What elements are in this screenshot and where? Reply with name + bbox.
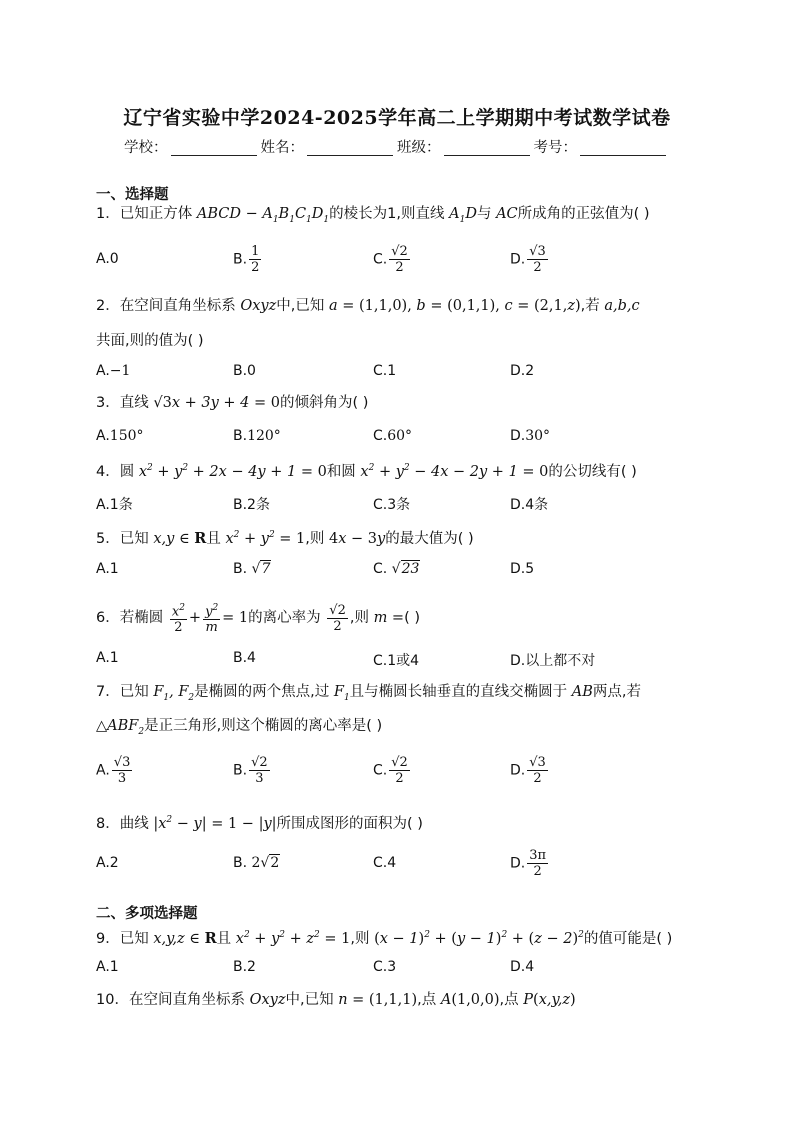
exam-no-blank	[580, 139, 666, 156]
option-label: B.	[233, 762, 248, 779]
option-c[interactable]	[373, 494, 410, 514]
math-xy-in-r: x,y ∈ R	[153, 529, 207, 547]
equals-one: = 1	[222, 610, 249, 627]
option-label: B.2	[233, 959, 256, 975]
question-text: 圆	[119, 463, 135, 480]
question-text: 在空间直角坐标系	[119, 298, 236, 314]
question-2	[96, 296, 640, 316]
plus-sign: +	[188, 610, 202, 627]
name-blank	[307, 139, 393, 156]
option-b[interactable]	[233, 244, 263, 275]
option-value: 120°	[247, 428, 281, 444]
option-c[interactable]	[373, 244, 412, 275]
option-c[interactable]	[373, 855, 396, 871]
fraction: $\frac{√2}{2}$	[391, 755, 408, 786]
option-label: A.	[96, 363, 110, 379]
sqrt: √7	[247, 561, 271, 577]
option-value: −1	[109, 363, 131, 379]
option-d[interactable]	[510, 755, 550, 786]
question-number: 4．	[96, 463, 120, 480]
fraction: $\frac{x^2}{2}$	[171, 603, 185, 636]
option-label: B.	[233, 428, 248, 444]
option-label: C.3条	[373, 497, 411, 513]
option-d[interactable]	[510, 650, 595, 670]
question-text: 且与椭圆长轴垂直的直线交椭圆于	[349, 684, 568, 700]
math-circle-2: $x^2 + y^2 - 4x - 2y + 1 = 0$	[360, 463, 549, 480]
class-blank	[444, 139, 530, 156]
question-text: ,点	[417, 992, 437, 1008]
option-label: A.	[96, 762, 110, 779]
option-a[interactable]	[96, 959, 119, 975]
question-text: 中,已知	[276, 298, 325, 314]
section-heading-single-choice: 一、选择题	[96, 187, 169, 203]
option-a[interactable]	[96, 561, 119, 577]
question-number: 9．	[96, 930, 120, 947]
option-label: C.	[373, 561, 388, 577]
math-unit-circle: $x^2 + y^2 = 1$	[225, 530, 306, 547]
option-label: D.4条	[510, 497, 549, 513]
question-text: 和圆	[326, 463, 356, 480]
option-d[interactable]	[510, 561, 534, 577]
option-d[interactable]	[510, 363, 534, 379]
school-label: 学校：	[124, 140, 168, 156]
question-text: 是椭圆的两个焦点,过	[194, 684, 330, 700]
option-a[interactable]	[96, 755, 134, 786]
math-vector-n: n = (1,1,1)	[338, 992, 418, 1008]
option-label: C.	[373, 762, 388, 779]
option-d[interactable]	[510, 244, 550, 275]
fraction: $\frac{√2}{2}$	[329, 602, 346, 634]
math-ac: AC	[496, 206, 518, 222]
question-text: ,点	[499, 992, 519, 1008]
option-label: B.	[233, 251, 248, 268]
math-unit-sphere: $x^2 + y^2 + z^2 = 1$	[235, 930, 351, 947]
question-number: 5．	[96, 530, 120, 547]
question-6	[96, 601, 420, 635]
math-line: √3x + 3y + 4 = 0	[153, 395, 280, 411]
option-d[interactable]	[510, 428, 550, 444]
question-text: ,若	[580, 298, 600, 314]
option-label: B.4	[233, 650, 256, 666]
option-label: D.以上都不对	[510, 653, 596, 669]
option-c[interactable]	[373, 561, 420, 577]
option-label: A.2	[96, 855, 119, 871]
question-text: ( )	[404, 610, 421, 627]
option-b[interactable]	[233, 561, 271, 577]
school-blank	[171, 139, 257, 156]
question-text: 且	[206, 530, 221, 547]
question-text: 的公切线有( )	[548, 463, 637, 480]
option-label: C.1	[373, 363, 397, 379]
option-label: C.	[373, 428, 388, 444]
math-point-a: A(1,0,0)	[440, 992, 500, 1008]
question-3	[96, 393, 368, 413]
option-label: A.1	[96, 650, 119, 666]
option-label: A.1条	[96, 497, 133, 513]
question-10	[96, 990, 576, 1010]
question-9	[96, 925, 672, 949]
question-text: ,则	[350, 930, 370, 947]
question-text: 已知	[119, 930, 149, 947]
option-d[interactable]	[510, 494, 548, 514]
option-label: B.2条	[233, 497, 270, 513]
option-label: D.	[510, 251, 526, 268]
option-a[interactable]	[96, 494, 133, 514]
question-number: 6．	[96, 610, 120, 627]
question-text: ,则	[305, 530, 325, 547]
math-cube: ABCD − $A_1B_1C_1D_1$	[196, 206, 330, 225]
option-label: D.	[510, 855, 526, 872]
name-label: 姓名：	[260, 140, 304, 156]
question-text: 所成角的正弦值为( )	[517, 206, 650, 222]
option-a[interactable]	[96, 428, 144, 444]
question-text: 的值可能是( )	[583, 930, 673, 947]
sqrt: 2√2	[247, 855, 280, 871]
question-text: 曲线	[119, 815, 149, 832]
question-7	[96, 682, 641, 708]
option-label: B.	[233, 561, 248, 577]
student-info-row	[124, 136, 670, 157]
question-5	[96, 525, 474, 549]
option-b[interactable]	[233, 755, 272, 786]
question-number: 8．	[96, 815, 120, 832]
math-m-equals: m =	[373, 610, 405, 627]
option-label: C.	[373, 251, 388, 268]
option-d[interactable]	[510, 848, 550, 879]
question-text: 与	[476, 206, 492, 222]
question-text: 的离心率为	[248, 610, 321, 627]
question-text: 已知	[119, 684, 149, 700]
option-label: A.0	[96, 251, 119, 267]
option-b[interactable]	[233, 959, 256, 975]
question-7-line-2	[96, 716, 382, 742]
option-d[interactable]	[510, 959, 534, 975]
question-text: 所围成图形的面积为( )	[276, 815, 423, 832]
fraction: $\frac{√3}{3}$	[113, 755, 131, 786]
option-b[interactable]	[233, 363, 256, 379]
exam-no-label: 考号：	[533, 140, 577, 156]
question-1	[96, 204, 650, 230]
option-label: B.0	[233, 363, 256, 379]
question-text: 两点,若	[592, 684, 642, 700]
math-foci: $F_1$, $F_2$	[153, 684, 195, 703]
option-a[interactable]	[96, 251, 119, 267]
question-text: 的倾斜角为( )	[279, 395, 369, 411]
option-label: D.4	[510, 959, 535, 975]
question-text: 若椭圆	[119, 610, 164, 627]
math-distance-sum: $(x - 1)^2 + (y - 1)^2 + (z - 2)^2$	[374, 930, 584, 947]
option-value: 150°	[109, 428, 144, 444]
option-c[interactable]	[373, 959, 396, 975]
fraction: $\frac{√2}{3}$	[251, 755, 268, 786]
fraction: $\frac{√3}{2}$	[529, 244, 546, 275]
option-label: D.5	[510, 561, 535, 577]
option-b[interactable]	[233, 428, 281, 444]
fraction: $\frac{1}{2}$	[251, 244, 260, 275]
page-title: 辽宁省实验中学2024-2025学年高二上学期期中考试数学试卷	[123, 107, 671, 129]
option-a[interactable]	[96, 855, 119, 871]
fraction: $\frac{y^2}{m}$	[205, 603, 219, 636]
question-text: 已知正方体	[119, 206, 193, 222]
math-abc: a,b,c	[604, 298, 640, 314]
question-text: 且	[216, 930, 232, 947]
sqrt: √23	[387, 561, 420, 577]
math-curve: $|x^2 - y| = 1 - |y|$	[153, 815, 277, 832]
option-c[interactable]	[373, 755, 412, 786]
option-c[interactable]	[373, 650, 419, 670]
math-a1d: $A_1D$	[449, 206, 477, 225]
fraction: $\frac{√2}{2}$	[391, 244, 408, 275]
option-value: 60°	[387, 428, 413, 444]
option-a[interactable]	[96, 363, 130, 379]
fraction: $\frac{3\pi}{2}$	[529, 848, 547, 879]
option-b[interactable]	[233, 650, 256, 666]
question-text: 已知	[119, 530, 149, 547]
question-2-line-2: 共面,则的值为( )	[96, 333, 204, 349]
question-text: ,则	[349, 610, 369, 627]
question-text: 的最大值为( )	[385, 530, 474, 547]
math-ab: AB	[571, 684, 593, 700]
option-a[interactable]	[96, 650, 119, 666]
class-label: 班级：	[397, 140, 441, 156]
question-text: 在空间直角坐标系	[128, 992, 245, 1008]
math-point-p: P(x,y,z)	[523, 992, 576, 1008]
option-label: D.2	[510, 363, 535, 379]
math-circle-1: $x^2 + y^2 + 2x - 4y + 1 = 0$	[138, 463, 327, 480]
option-b[interactable]	[233, 855, 280, 871]
section-heading-multiple-choice: 二、多项选择题	[96, 906, 198, 922]
math-oxyz: Oxyz	[240, 298, 277, 314]
math-f1: $F_1$	[333, 684, 350, 703]
option-value: 30°	[525, 428, 551, 444]
math-vectors: a = (1,1,0), b = (0,1,1), c = (2,1,z)	[328, 298, 581, 314]
question-number: 10．	[96, 992, 129, 1008]
question-number: 7．	[96, 684, 120, 700]
option-c[interactable]	[373, 428, 412, 444]
math-triangle: $\triangle ABF_2$	[96, 718, 145, 737]
question-text: 中,已知	[285, 992, 334, 1008]
option-label: C.3	[373, 959, 397, 975]
question-text: 直线	[119, 395, 149, 411]
option-label: B.	[233, 855, 248, 871]
question-8	[96, 810, 423, 834]
question-number: 3．	[96, 395, 120, 411]
option-label: D.	[510, 428, 526, 444]
option-label: C.1或4	[373, 653, 420, 669]
option-label: A.1	[96, 561, 119, 577]
fraction: $\frac{√3}{2}$	[529, 755, 546, 786]
question-4	[96, 458, 637, 482]
option-label: A.	[96, 428, 110, 444]
math-oxyz: Oxyz	[249, 992, 286, 1008]
option-label: A.1	[96, 959, 119, 975]
option-b[interactable]	[233, 494, 270, 514]
question-number: 2．	[96, 298, 120, 314]
question-number: 1．	[96, 206, 120, 222]
option-label: C.4	[373, 855, 397, 871]
option-label: D.	[510, 762, 526, 779]
question-text: 的棱长为1,则直线	[329, 206, 445, 222]
option-c[interactable]	[373, 363, 396, 379]
math-4x-3y: 4x − 3y	[328, 530, 386, 547]
question-text: 是正三角形,则这个椭圆的离心率是( )	[144, 718, 383, 734]
math-xyz-in-r: x,y,z ∈ R	[153, 929, 217, 947]
